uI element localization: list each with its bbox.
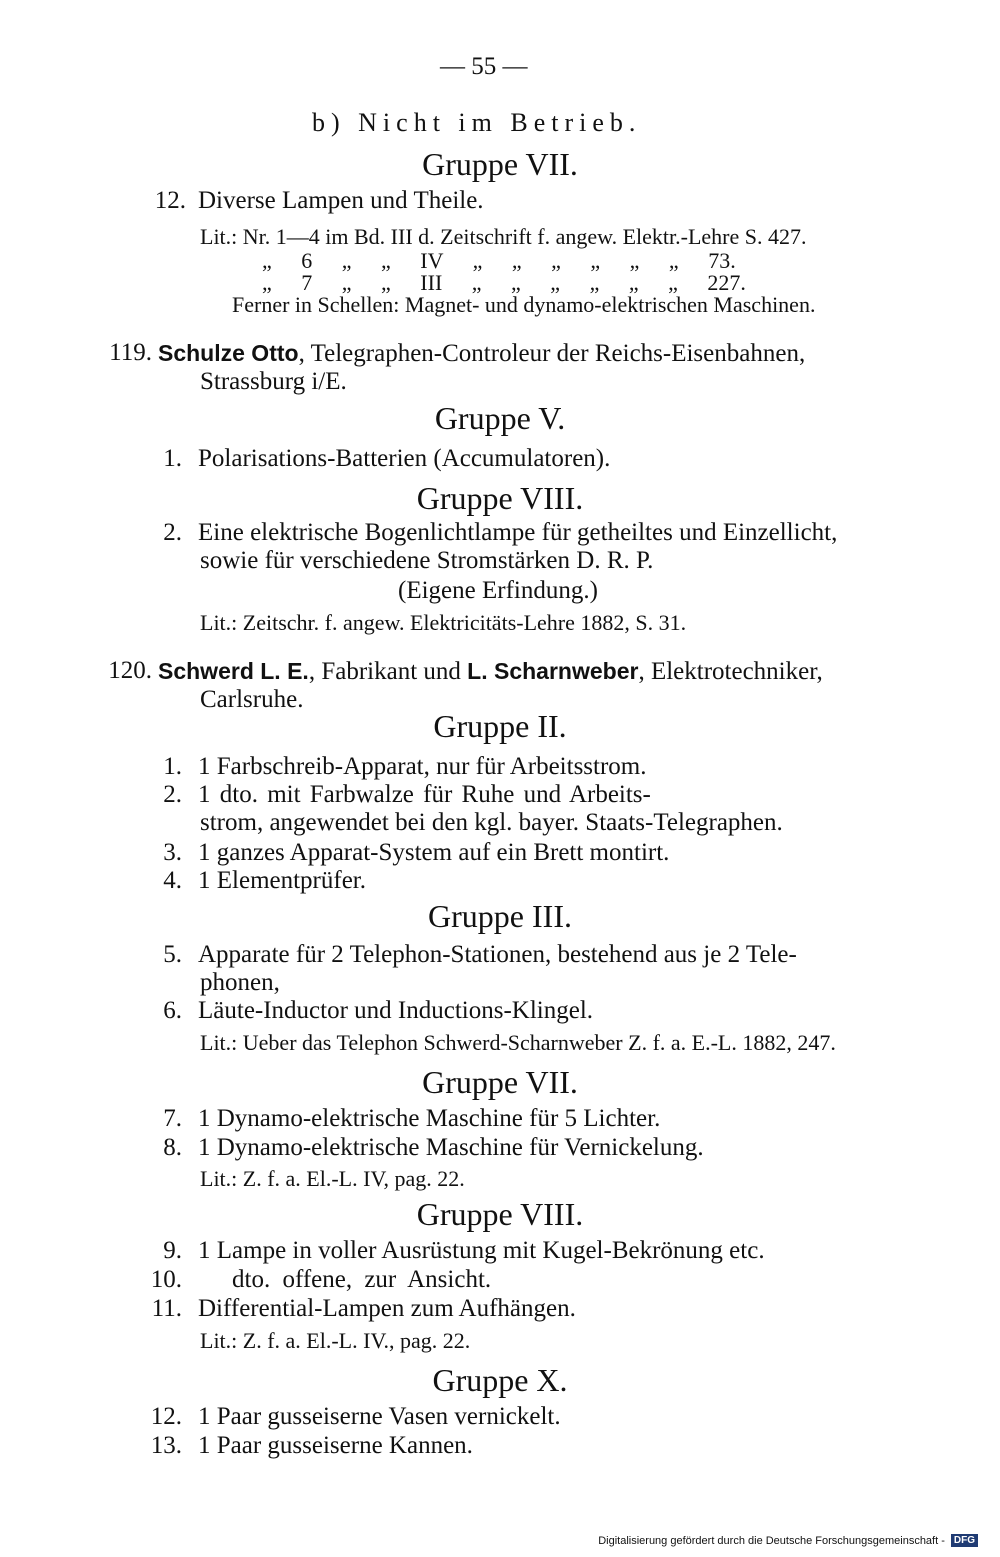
item-number: 1. xyxy=(163,445,182,472)
item-text: 1 Lampe in voller Ausrüstung mit Kugel-Bekrönung etc. xyxy=(198,1237,765,1264)
exhibitor-description: , Telegraphen-Controleur der Reichs-Eisenbahnen, xyxy=(298,340,806,367)
exhibitor-description: , Fabrikant und xyxy=(308,658,468,685)
item-number: 1. xyxy=(163,753,182,780)
item-text: 1 Dynamo-elektrische Maschine für Vernickelung. xyxy=(198,1134,704,1161)
item-number: 8. xyxy=(163,1134,182,1161)
group-heading: Gruppe VII. xyxy=(422,1064,578,1100)
item-number: 3. xyxy=(163,839,182,866)
entry-heading xyxy=(158,656,823,687)
entry-number: 119. xyxy=(109,339,152,366)
item-text: Eine elektrische Bogenlichtlampe für getheiltes und Einzellicht, xyxy=(198,519,838,546)
item-text: sowie für verschiedene Stromstärken D. R. P. xyxy=(200,547,654,574)
literature-line: Lit.: Zeitschr. f. angew. Elektricitäts-Lehre 1882, S. 31. xyxy=(200,610,687,635)
literature-line: „ 6 „ „ IV „ „ „ „ „ „ 73. xyxy=(262,248,736,273)
item-text: phonen, xyxy=(200,969,280,996)
item-number: 2. xyxy=(163,519,182,546)
literature-line: Lit.: Z. f. a. El.-L. IV, pag. 22. xyxy=(200,1166,465,1191)
item-text: (Eigene Erfindung.) xyxy=(398,577,598,604)
item-text: Differential-Lampen zum Aufhängen. xyxy=(198,1295,576,1322)
group-heading: Gruppe III. xyxy=(428,898,572,934)
item-text: Läute-Inductor und Inductions-Klingel. xyxy=(198,997,594,1024)
item-text: 1 Paar gusseiserne Kannen. xyxy=(198,1432,473,1459)
item-number: 7. xyxy=(163,1105,182,1132)
item-text: 1 Paar gusseiserne Vasen vernickelt. xyxy=(198,1403,561,1430)
funding-footer xyxy=(598,1534,978,1547)
item-text: 1 Farbschreib-Apparat, nur für Arbeitsstrom. xyxy=(198,753,647,780)
group-heading: Gruppe VIII. xyxy=(416,480,584,516)
exhibitor-city: Strassburg i/E. xyxy=(200,368,347,395)
item-number: 11. xyxy=(151,1295,182,1322)
exhibitor-name: L. Scharnweber xyxy=(467,658,639,684)
item-text: Polarisations-Batterien (Accumulatoren). xyxy=(198,445,611,472)
exhibitor-description: , Elektrotechniker, xyxy=(638,658,823,685)
literature-line: „ 7 „ „ III „ „ „ „ „ „ 227. xyxy=(262,270,746,295)
item-number: 5. xyxy=(163,941,182,968)
page-number: — 55 — xyxy=(440,53,528,80)
group-heading: Gruppe X. xyxy=(432,1362,568,1398)
dfg-logo-icon: DFG xyxy=(951,1534,978,1547)
item-number: 12. xyxy=(150,1403,182,1430)
item-number: 6. xyxy=(163,997,182,1024)
group-heading: Gruppe VIII. xyxy=(416,1196,584,1232)
literature-line: Lit.: Ueber das Telephon Schwerd-Scharnweber Z. f. a. E.-L. 1882, 247. xyxy=(200,1030,836,1055)
item-number: 13. xyxy=(150,1432,182,1459)
item-text: Diverse Lampen und Theile. xyxy=(198,187,484,214)
item-number: 2. xyxy=(163,781,182,808)
literature-line: Ferner in Schellen: Magnet- und dynamo-elektrischen Maschinen. xyxy=(232,292,816,317)
literature-line: Lit.: Nr. 1—4 im Bd. III d. Zeitschrift f. angew. Elektr.-Lehre S. 427. xyxy=(200,224,807,249)
item-text: Apparate für 2 Telephon-Stationen, bestehend aus je 2 Tele- xyxy=(198,941,797,968)
item-number: 10. xyxy=(150,1266,182,1293)
item-number: 4. xyxy=(163,867,182,894)
group-heading: Gruppe VII. xyxy=(422,146,578,182)
exhibitor-name: Schwerd L. E. xyxy=(158,658,309,684)
group-heading: Gruppe II. xyxy=(433,708,567,744)
section-subtitle: b) Nicht im Betrieb. xyxy=(312,108,642,137)
item-text: 1 dto. mit Farbwalze für Ruhe und Arbeits- xyxy=(198,781,651,808)
item-number: 9. xyxy=(163,1237,182,1264)
entry-heading xyxy=(158,338,805,369)
item-number: 12. xyxy=(154,187,186,214)
exhibitor-name: Schulze Otto xyxy=(158,340,299,366)
entry-number: 120. xyxy=(108,657,152,684)
item-text: 1 Dynamo-elektrische Maschine für 5 Lichter. xyxy=(198,1105,661,1132)
item-text: dto. offene, zur Ansicht. xyxy=(232,1266,492,1293)
item-text: 1 ganzes Apparat-System auf ein Brett montirt. xyxy=(198,839,670,866)
exhibitor-city: Carlsruhe. xyxy=(200,686,304,713)
group-heading: Gruppe V. xyxy=(434,400,566,436)
item-text: strom, angewendet bei den kgl. bayer. Staats-Telegraphen. xyxy=(200,809,783,836)
item-text: 1 Elementprüfer. xyxy=(198,867,366,894)
funding-note: Digitalisierung gefördert durch die Deutsche Forschungsgemeinschaft - xyxy=(598,1534,945,1547)
literature-line: Lit.: Z. f. a. El.-L. IV., pag. 22. xyxy=(200,1328,471,1353)
